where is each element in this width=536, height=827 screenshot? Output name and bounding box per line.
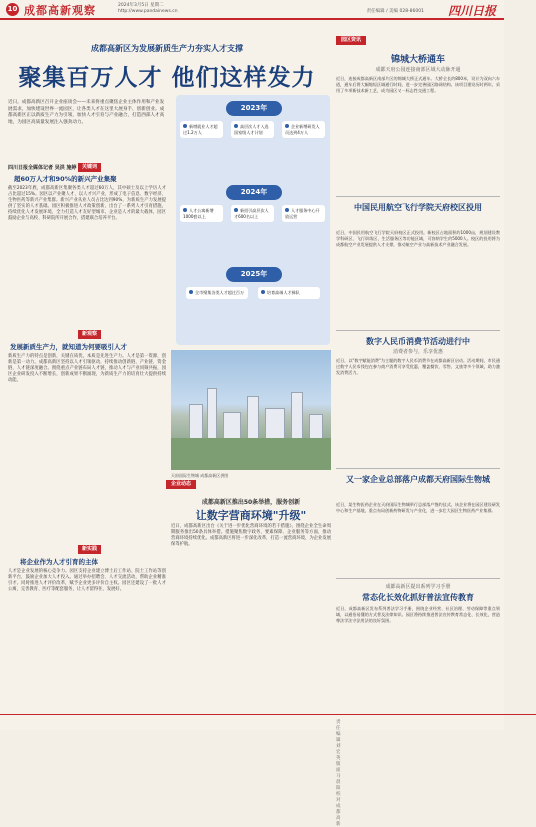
issue-date: 2024年3月5日 星期二 [118, 3, 164, 8]
story-subheading: 消费者参与，乐享优惠 [392, 349, 443, 355]
page-number-badge: 10 [6, 3, 19, 16]
story-body: 近日，成都高新区发布系列普法学习手册，围绕企业经营、社区治理、劳动保障等重点领域，以通俗易懂的方式普及法律知识。园区将持续推进普法宣传教育常态化、长效化，营造尊法学法守法用法的良好氛围。 [336, 606, 500, 623]
story-headline: 锦城大桥通车 [390, 55, 445, 65]
issue-info [118, 3, 178, 15]
article-headline: 聚集百万人才 他们这样发力 [18, 65, 316, 91]
divider [336, 468, 500, 469]
article-lead: 近日，成都高新区召开企业座谈会——未来将重点聚焦企业主体作用和产业发展需求，加快建设世界一流园区，让各类人才在这里大展身手、创新创业。成都高新区正以新质生产力为引领，加快人才引育与产业融合，打造西部人才高地，为园区高质量发展注入强劲动力。 [8, 100, 165, 125]
news-headline: 让数字营商环境"升级" [195, 509, 307, 522]
timeline-item: 高层次人才入选国家级人才计划 [231, 121, 274, 138]
editor-info: 责任编辑 / 美编 028-86001 [366, 9, 424, 14]
issue-url[interactable]: http://www.pandainews.cn [118, 9, 178, 14]
article-kicker: 成都高新区为发展新质生产力夯实人才支撑 [91, 44, 243, 53]
divider [336, 330, 500, 331]
section-tag: 关键词 [78, 163, 101, 172]
photo-caption: 天府国际生物城 成都高新区供图 [171, 473, 229, 478]
right-column [336, 30, 500, 670]
section-tag: 新实践 [78, 545, 101, 554]
section-body: 新质生产力的特点是创新，关键在质优，本质是先进生产力。人才是第一资源，创新是第一动力。成都高新区坚持以人才引领驱动，持续推动创新链、产业链、资金链、人才链深度融合。围绕重点产业链布局人才链，推动人才与产业同频共振，园区企业研发投入不断增长，创新成果不断涌现，为新质生产力的培育壮大提供持续动能。 [8, 354, 166, 384]
timeline-item: 新增就业人才超过1.2万人 [180, 121, 223, 138]
news-subheading: 成都高新区推出50条举措，服务创新 [201, 499, 301, 506]
section-body: 截至2023年底，成都高新区集聚各类人才超过60万人，其中硕士及以上学历人才占比超过15%。园区以产业聚人才、以人才兴产业，形成了电子信息、数字经济、生物医药等新兴产业集群。新兴产业从业人员占比达到90%，为新质生产力发展提供了坚实的人才基础。园区积极推进人才政策创新，出台了一系列人才引育措施，持续优化人才发展环境，全力打造人才友好型城市。企业是人才的最大载体，园区鼓励企业与高校、科研院所开展合作，搭建联合培养平台。 [8, 186, 166, 222]
story-body: 近日，连接成都高新区南部片区的锦城大桥正式通车。大桥全长约800米，设计为双向六车道，通车后将大幅缩短区域通行时间，进一步完善园区路网结构。该项目建设历时两年，采用了多项新技术新工艺，成为园区又一标志性交通工程。 [336, 76, 500, 93]
timeline-item: 企业新增研发人员达到4万人 [282, 121, 325, 138]
article-byline: 四川日报全媒体记者 吴洪 施婷 [8, 165, 77, 171]
timeline-item: 人才服务中心开放运营 [282, 205, 325, 222]
main-article [6, 30, 331, 670]
bullet-icon [234, 124, 238, 128]
story-headline: 常态化长效化抓好普法宣传教育 [362, 593, 474, 602]
story-subheading: 成都天府公园连接南部区域大动脉开通 [375, 67, 461, 73]
bullet-icon [285, 208, 289, 212]
bullet-icon [285, 124, 289, 128]
timeline-infographic [176, 95, 330, 345]
bullet-icon [189, 290, 193, 294]
page-footer: 责任编辑 刘宏英 版面 马晨阳 校对 成都高新 [0, 714, 536, 730]
timeline-year-2025: 2025年 [226, 267, 282, 282]
newspaper-logo: 四川日报 [447, 4, 496, 18]
section-tag: 新观察 [78, 330, 101, 339]
section-heading: 将企业作为人才引育的主体 [20, 558, 98, 566]
story-body: 近日，某生物医药企业在天府国际生物城举行总部落户签约仪式。该企业将在园区建设研发中心和生产基地，重点布局创新药物研发与产业化，进一步壮大园区生物医药产业集群。 [336, 502, 500, 513]
section-title: 成都高新观察 [24, 4, 96, 17]
divider [336, 578, 500, 579]
news-body: 近日，成都高新区出台《关于进一步优化营商环境的若干措施》，围绕企业全生命周期服务推出50条具体举措。措施聚焦数字政务、要素保障、企业服务等方面，推动营商环境持续优化。成都高新区将进一步深化改革，打造一流营商环境，为企业发展保驾护航。 [171, 524, 331, 548]
timeline-year-2023: 2023年 [226, 101, 282, 116]
section-heading: 发展新质生产力，就知道为何要吸引人才 [10, 343, 127, 351]
timeline-item: 人才公寓新增1000套以上 [180, 205, 223, 222]
bullet-icon [183, 124, 187, 128]
story-headline: 又一家企业总部落户成都天府国际生物城 [346, 475, 490, 484]
bullet-icon [261, 290, 265, 294]
masthead [0, 0, 504, 20]
story-body: 近日，中国民用航空飞行学院天府校区正式投用。新校区占地面积约1000亩，规划建设教学科研区、飞行训练区、生活服务区等功能区域，可容纳学生约5000人。校区的投用将为成都航空产业发展提供人才支撑，推动航空产业与高新技术产业融合发展。 [336, 230, 500, 247]
bullet-icon [234, 208, 238, 212]
story-body: 近日，以"数字赋能消费"为主题的数字人民币消费节在成都高新区启动。活动期间，市民通过数字人民币钱包在参与商户消费可享受优惠，覆盖餐饮、零售、文旅等多个领域，助力激发消费活力。 [336, 358, 500, 375]
section-heading: 超60万人才和90%的新兴产业集聚 [14, 175, 117, 183]
story-subheading: 成都高新区提出系列学习手册 [385, 584, 451, 590]
story-headline: 中国民用航空飞行学院天府校区投用 [354, 203, 482, 212]
section-body: 人才是企业发展的核心竞争力。园区支持企业建立博士后工作站、院士工作站等创新平台，鼓励企业加大人才投入。通过举办招聘会、人才交流活动，帮助企业精准引才。同时推进人才评价改革，赋予企业更多评价自主权。园区还建设了一批人才公寓，完善教育、医疗等配套服务，让人才留得住、发展好。 [8, 569, 166, 593]
right-column-tag: 园区资讯 [336, 36, 366, 45]
news-tag: 企业动态 [166, 480, 196, 489]
bullet-icon [183, 208, 187, 212]
timeline-year-2024: 2024年 [226, 185, 282, 200]
divider [336, 196, 500, 197]
story-headline: 数字人民币消费节活动进行中 [366, 337, 470, 346]
timeline-item: 培育高端人才梯队 [258, 287, 320, 299]
timeline-item: 全市聚集各类人才超过百万 [186, 287, 248, 299]
timeline-item: 新招引高层次人才600名以上 [231, 205, 274, 222]
aerial-photo [171, 350, 331, 470]
